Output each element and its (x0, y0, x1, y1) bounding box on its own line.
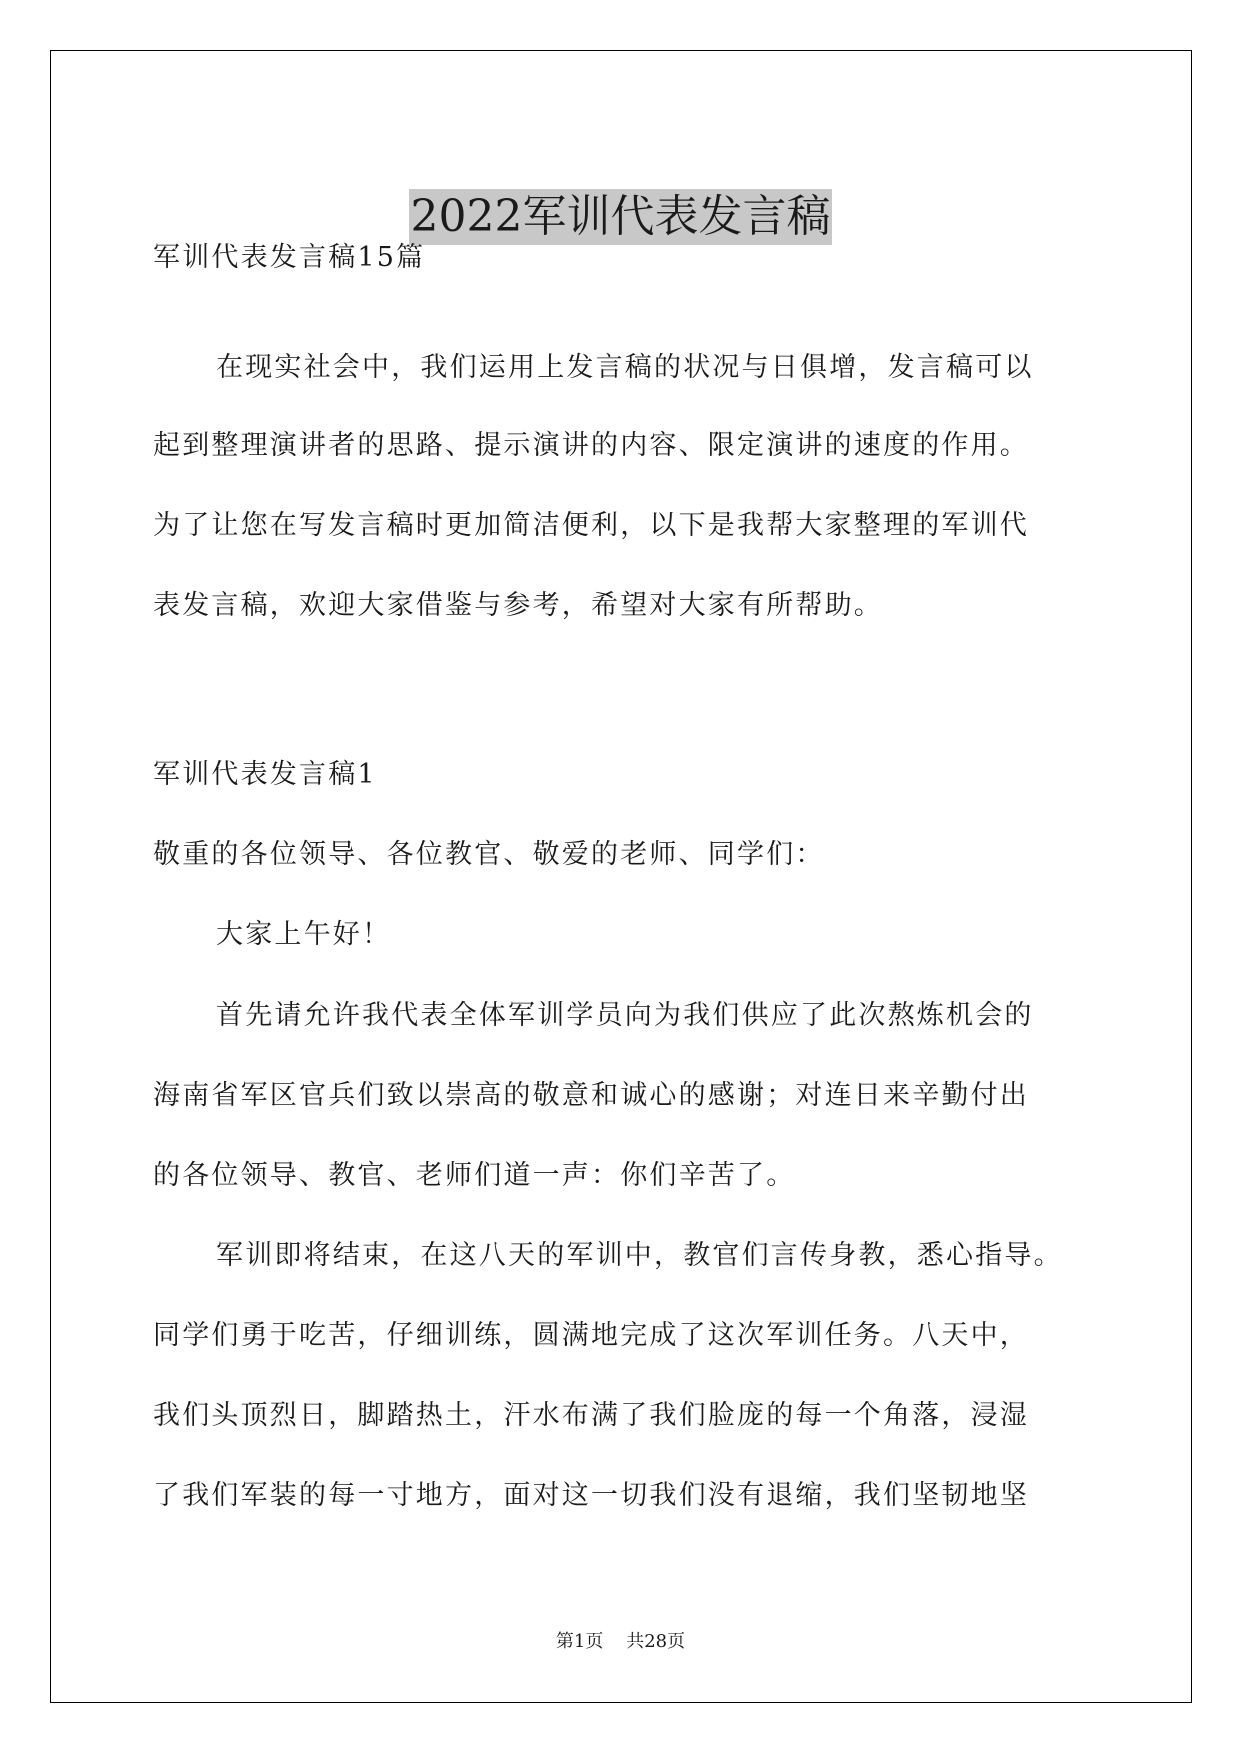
footer-spacer (603, 1631, 626, 1652)
paragraph-line: 同学们勇于吃苦，仔细训练，圆满地完成了这次军训任务。八天中， (153, 1320, 1029, 1351)
document-title: 2022军训代表发言稿 (409, 189, 833, 245)
paragraph-line: 起到整理演讲者的思路、提示演讲的内容、限定演讲的速度的作用。 (153, 430, 1029, 461)
section-heading: 军训代表发言稿1 (153, 759, 377, 790)
paragraph-line: 了我们军装的每一寸地方，面对这一切我们没有退缩，我们坚韧地坚 (153, 1480, 1029, 1511)
subtitle-line: 军训代表发言稿15篇 (153, 242, 426, 273)
paragraph-line: 在现实社会中，我们运用上发言稿的状况与日俱增，发言稿可以 (216, 352, 1034, 383)
page-total: 共28页 (626, 1631, 686, 1652)
paragraph-line: 为了让您在写发言稿时更加简洁便利，以下是我帮大家整理的军训代 (153, 510, 1029, 541)
paragraph-line: 我们头顶烈日，脚踏热土，汗水布满了我们脸庞的每一个角落，浸湿 (153, 1400, 1029, 1431)
salutation-line: 敬重的各位领导、各位教官、敬爱的老师、同学们： (153, 839, 825, 870)
page-footer (0, 1630, 1241, 1654)
paragraph-line: 海南省军区官兵们致以崇高的敬意和诚心的感谢；对连日来辛勤付出 (153, 1080, 1029, 1111)
paragraph-line: 表发言稿，欢迎大家借鉴与参考，希望对大家有所帮助。 (153, 590, 883, 621)
paragraph-line: 军训即将结束，在这八天的军训中，教官们言传身教，悉心指导。 (216, 1240, 1063, 1271)
paragraph-line: 首先请允许我代表全体军训学员向为我们供应了此次熬炼机会的 (216, 1000, 1034, 1031)
greeting-line: 大家上午好！ (216, 919, 392, 950)
page-number: 第1页 (555, 1631, 604, 1652)
page-border (50, 50, 1192, 1703)
paragraph-line: 的各位领导、教官、老师们道一声：你们辛苦了。 (153, 1160, 796, 1191)
